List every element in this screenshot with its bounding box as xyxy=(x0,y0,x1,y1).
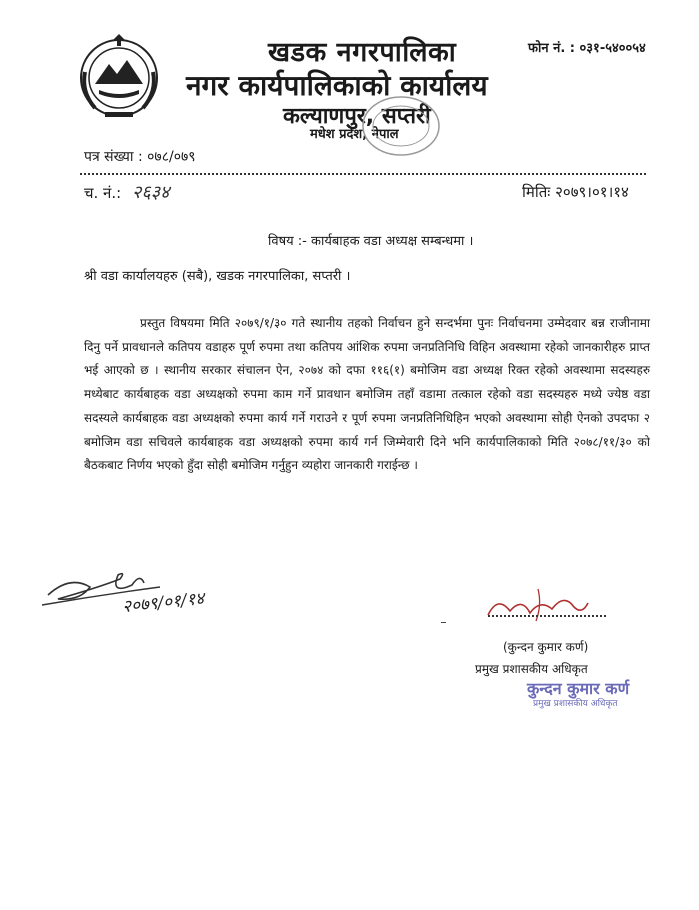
municipality-emblem xyxy=(75,32,163,120)
letter-recipient: श्री वडा कार्यालयहरु (सबै), खडक नगरपालिका, सप्तरी । xyxy=(84,269,351,284)
header-divider xyxy=(80,173,646,175)
office-seal-stamp xyxy=(360,94,442,158)
dispatch-number-handwritten: २६३४ xyxy=(132,182,170,203)
signatory-designation: प्रमुख प्रशासकीय अधिकृत xyxy=(475,662,588,676)
letter-date: मितिः २०७९।०१।१४ xyxy=(522,183,629,201)
dispatch-number-label: च. नं.: xyxy=(84,184,122,202)
signature-line xyxy=(488,615,606,617)
letterhead-office: नगर कार्यपालिकाको कार्यालय xyxy=(186,69,488,102)
phone-number: फोन नं. : ०३१-५४००५४ xyxy=(528,41,646,56)
handwritten-signature-right xyxy=(478,585,598,630)
letterhead-municipality: खडक नगरपालिका xyxy=(268,37,457,68)
signatory-name: (कुन्दन कुमार कर्ण) xyxy=(503,640,589,654)
letter-body: प्रस्तुत विषयमा मिति २०७९/१/३० गते स्थानीय तहको निर्वाचन हुने सन्दर्भमा पुनः निर्वाचनमा उम्मेदवार बन्न राजीनामा दिनु पर्ने प्रावधानले कतिपय वडाहरु पूर्ण रुपमा तथा कतिपय आंशिक रुपमा जनप्रतिनिधि विहिन अवस्थामा रहेको जानकारीहरु प्राप्त भई आएको छ । स्थानीय सरकार संचालन ऐन, २०७४ को दफा ११६(१) बमोजिम वडा अध्यक्ष रिक्त रहेको अवस्थामा सदस्यहरु मध्येबाट कार्यबाहक वडा अध्यक्षको रुपमा काम गर्ने प्रावधान बमोजिम तहाँ वडामा तत्काल रहेको वडा सदस्यहरु मध्ये ज्येष्ठ वडा सदस्यले कार्यबाहक वडा अध्यक्षको रुपमा कार्य गर्ने गराउने र पूर्ण रुपमा जनप्रतिनिधिहिन भएको अवस्थामा सोही ऐनको उपदफा २ बमोजिम वडा सचिवले कार्यबाहक वडा अध्यक्षको रुपमा कार्य गर्न जिम्मेवारी दिने भनि कार्यपालिकाको मिति २०७८/११/३० को बैठकबाट निर्णय भएको हुँदा सोही बमोजिम गर्नुहुन व्यहोरा जानकारी गराईन्छ । xyxy=(84,316,650,473)
handwritten-signature-date: २०७९/०१/१४ xyxy=(121,588,206,618)
signatory-stamp-designation: प्रमुख प्रशासकीय अधिकृत xyxy=(533,699,618,709)
letterhead-province: मधेश प्रदेश, नेपाल xyxy=(310,127,399,142)
letter-subject: विषय :- कार्यबाहक वडा अध्यक्ष सम्बन्धमा । xyxy=(268,234,474,249)
letter-number: पत्र संख्या : ०७८/०७९ xyxy=(84,149,196,165)
letterhead-location: कल्याणपुर, सप्तरी xyxy=(283,104,431,129)
signatory-stamp-name: कुन्दन कुमार कर्ण xyxy=(527,679,630,698)
signature-mark xyxy=(441,622,446,623)
